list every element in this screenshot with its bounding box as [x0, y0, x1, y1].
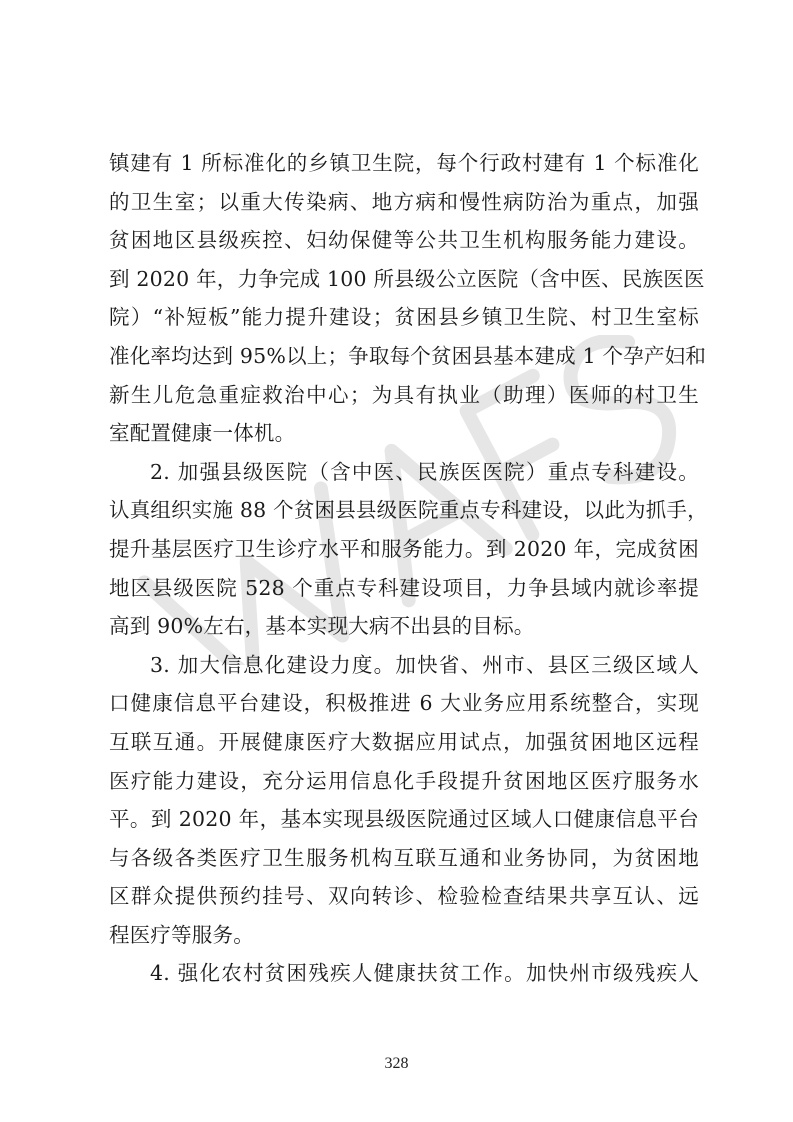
body-line: 镇建有 1 所标准化的乡镇卫生院，每个行政村建有 1 个标准化: [109, 151, 699, 175]
body-line: 新生儿危急重症救治中心；为具有执业（助理）医师的村卫生: [109, 382, 699, 407]
body-line: 地区县级医院 528 个重点专科建设项目，力争县域内就诊率提: [109, 575, 699, 600]
body-line: 区群众提供预约挂号、双向转诊、检验检查结果共享互认、远: [109, 884, 699, 909]
body-line: 高到 90%左右，基本实现大病不出县的目标。: [109, 614, 535, 639]
page-number: 328: [384, 1055, 409, 1072]
body-line: 到 2020 年，力争完成 100 所县级公立医院（含中医、民族医医: [109, 266, 705, 291]
body-line: 平。到 2020 年，基本实现县级医院通过区域人口健康信息平台: [109, 807, 699, 832]
body-line: 与各级各类医疗卫生服务机构互联互通和业务协同，为贫困地: [109, 845, 699, 870]
body-line: 认真组织实施 88 个贫困县县级医院重点专科建设，以此为抓手，: [109, 498, 708, 523]
body-line: 室配置健康一体机。: [109, 421, 296, 446]
section-heading-line: 2. 加强县级医院（含中医、民族医医院）重点专科建设。: [150, 459, 699, 484]
body-line: 互联互通。开展健康医疗大数据应用试点，加强贫困地区远程: [109, 729, 699, 754]
body-line: 医疗能力建设，充分运用信息化手段提升贫困地区医疗服务水: [109, 768, 699, 793]
body-line: 提升基层医疗卫生诊疗水平和服务能力。到 2020 年，完成贫困: [109, 536, 699, 561]
body-line: 院）“补短板”能力提升建设；贫困县乡镇卫生院、村卫生室标: [109, 305, 699, 330]
body-line: 准化率均达到 95%以上；争取每个贫困县基本建成 1 个孕产妇和: [109, 343, 707, 368]
section-heading-line: 4. 强化农村贫困残疾人健康扶贫工作。加快州市级残疾人: [150, 961, 699, 986]
body-line: 程医疗等服务。: [109, 922, 254, 947]
body-line: 贫困地区县级疾控、妇幼保健等公共卫生机构服务能力建设。: [109, 228, 699, 253]
document-body: [109, 144, 708, 993]
section-heading-line: 3. 加大信息化建设力度。加快省、州市、县区三级区域人: [150, 652, 699, 677]
body-line: 的卫生室；以重大传染病、地方病和慢性病防治为重点，加强: [109, 189, 699, 214]
body-line: 口健康信息平台建设，积极推进 6 大业务应用系统整合，实现: [109, 691, 699, 716]
